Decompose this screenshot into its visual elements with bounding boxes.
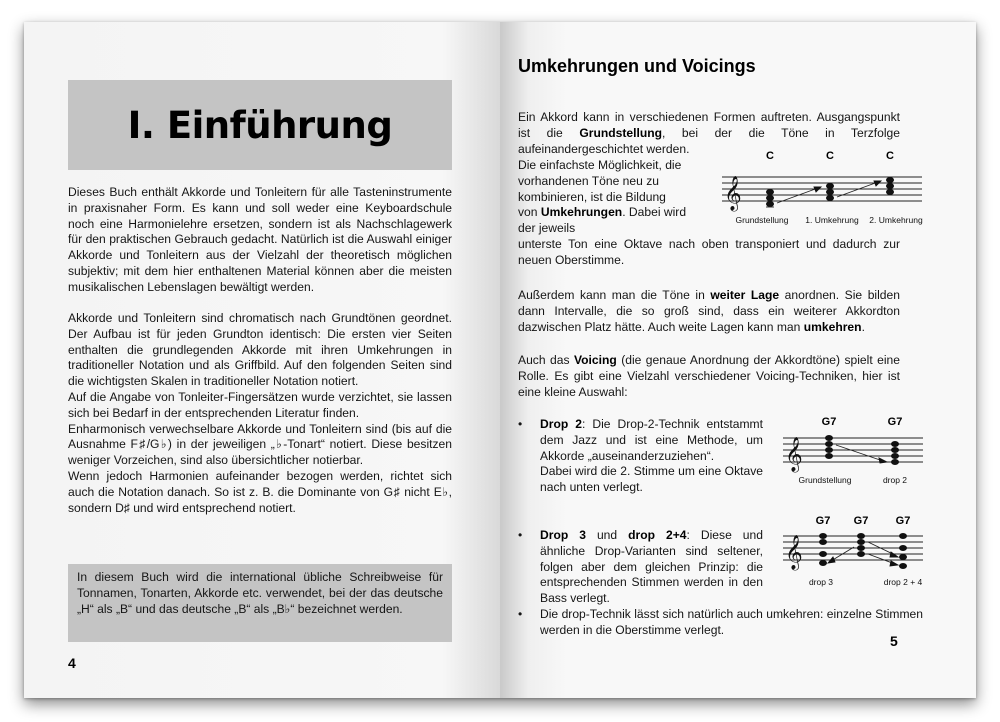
page-number-left: 4 (68, 655, 76, 671)
bullet-icon: • (518, 528, 523, 542)
voicing-paragraph: Auch das Voicing (die genaue Anordnung der Akkordtöne) spielt eine Rolle. Es gibt eine Vielzahl verschiedener Voicing-Techniken, hier ist eine kleine Auswahl: (518, 353, 900, 399)
chord-symbol: C (826, 150, 834, 162)
wide-position-paragraph: Außerdem kann man die Töne in weiter Lage anordnen. Sie bilden dann Intervalle, die so groß sind, dass ein weiterer Akkordton dazwischen Platz hätte. Auch weite Lagen kann man umkehren. (518, 288, 900, 334)
notation-note-box: In diesem Buch wird die international übliche Schreibweise für Tonnamen, Tonarten, Akkorde etc. verwendet, bei der das deutsche „H“ als „B“ und das deutsche „B“ als „B♭“ bezeichnet werden. (68, 564, 452, 642)
caption: drop 3 (808, 577, 834, 587)
paragraph-enharmonic: Enharmonisch verwechselbare Akkorde und Tonleitern sind (bis auf die Ausnahme F♯/G♭) in der jeweiligen „♭-Tonart“ notiert. Diese besitzen weniger Vorzeichen, sind also übersichtlicher notierbar. (68, 421, 452, 468)
drop2-example (783, 413, 923, 488)
term-umkehrungen: Umkehrungen (540, 205, 623, 220)
treble-clef-icon: 𝄞 (785, 437, 803, 472)
chord-symbol: G7 (815, 515, 831, 527)
caption: drop 2 (882, 475, 908, 485)
bullet-icon: • (518, 607, 523, 621)
chord-symbol: G7 (821, 416, 837, 428)
chord-symbol: G7 (853, 515, 869, 527)
paragraph-fingering: Auf die Angabe von Tonleiter-Fingersätzen wurde verzichtet, sie lassen sich bei Bedarf in der entsprechenden Literatur finden. (68, 390, 452, 420)
term-drop24: drop 2+4 (628, 528, 687, 542)
intro-text (68, 185, 452, 516)
section-title: Umkehrungen und Voicings (518, 56, 756, 76)
caption: drop 2 + 4 (883, 577, 923, 587)
left-page (24, 22, 500, 698)
inversions-example (722, 145, 922, 230)
caption: Grundstellung (735, 215, 789, 225)
term-voicing: Voicing (573, 353, 617, 367)
bullet-reverse-drop: • Die drop-Technik lässt sich natürlich auch umkehren: einzelne Stimmen werden in die Oberstimme verlegt. (518, 607, 923, 637)
treble-clef-icon: 𝄞 (785, 535, 803, 570)
paragraph-dominant: Wenn jedoch Harmonien aufeinander bezogen werden, richtet sich auch die Notation danach. So ist z. B. die Dominante von G♯ nicht E♭, sondern D♯ und wird entsprechend notiert. (68, 469, 452, 515)
bullet-drop2: • Drop 2: Die Drop-2-Technik entstammt dem Jazz und ist eine Methode, um Akkorde „auseinanderzuziehen“. Dabei wird die 2. Stimme um eine Oktave nach unten verlegt. (518, 417, 763, 495)
inversion-paragraph: Die einfachste Möglichkeit, die vorhandenen Töne neu zu kombinieren, ist die Bildung von Umkehrungen. Dabei wird der jeweils (518, 158, 687, 236)
chapter-heading-box (68, 80, 452, 170)
term-grundstellung: Grundstellung (579, 125, 662, 140)
chord-symbol: G7 (887, 416, 903, 428)
term-drop2: Drop 2 (540, 417, 582, 431)
bullet-drop3: • Drop 3 und drop 2+4: Diese und ähnliche Drop-Varianten sind seltener, folgen aber dem gleichen Prinzip: die entsprechenden Stimmen werden in den Bass verlegt. (518, 528, 763, 606)
inversion-continued: unterste Ton eine Oktave nach oben transponiert und dadurch zur neuen Oberstimme. (518, 237, 900, 267)
chord-symbol: C (886, 150, 894, 162)
treble-clef-icon: 𝄞 (724, 176, 742, 211)
drop3-example (783, 510, 923, 590)
chord-symbol: G7 (895, 515, 911, 527)
caption: 1. Umkehrung (805, 215, 859, 225)
paragraph-intro: Dieses Buch enthält Akkorde und Tonleitern für alle Tasteninstrumente in praxisnaher Form. Es kann und soll weder eine Keyboardschule noch eine Harmonielehre ersetzen, sondern ist als Nachschlagewerk für den praktischen Gebrauch gedacht. Natürlich ist die Auswahl einiger Akkorde und Tonleitern aus der Vielzahl der theoretisch möglichen subjektiv; mit dem hier enthaltenen Material können aber die meisten musikalischen Lebenslagen bewältigt werden. (68, 185, 452, 294)
intro-paragraph: Ein Akkord kann in verschiedenen Formen auftreten. Ausgangspunkt ist die Grundstellung, bei der die Töne in Terzfolge aufeinandergeschichtet werden. (518, 110, 900, 156)
caption: Grundstellung (798, 475, 852, 485)
chord-symbol: C (766, 150, 774, 162)
caption: 2. Umkehrung (869, 215, 923, 225)
term-drop3: Drop 3 (540, 528, 586, 542)
chapter-title: I. Einführung (127, 103, 393, 147)
term-weite-lage: weiter Lage (710, 288, 780, 302)
page-number-right: 5 (890, 633, 898, 649)
term-umkehren: umkehren (803, 319, 862, 334)
bullet-icon: • (518, 417, 523, 431)
paragraph-structure: Akkorde und Tonleitern sind chromatisch nach Grundtönen geordnet. Der Aufbau ist für jeden Grundton identisch: Die ersten vier Seiten enthalten die grundlegenden Akkorde mit ihren Umkehrungen in traditioneller Notation und als Griffbild. Auf den folgenden Seiten sind die wichtigsten Skalen in traditioneller Notation notiert. (68, 311, 452, 389)
